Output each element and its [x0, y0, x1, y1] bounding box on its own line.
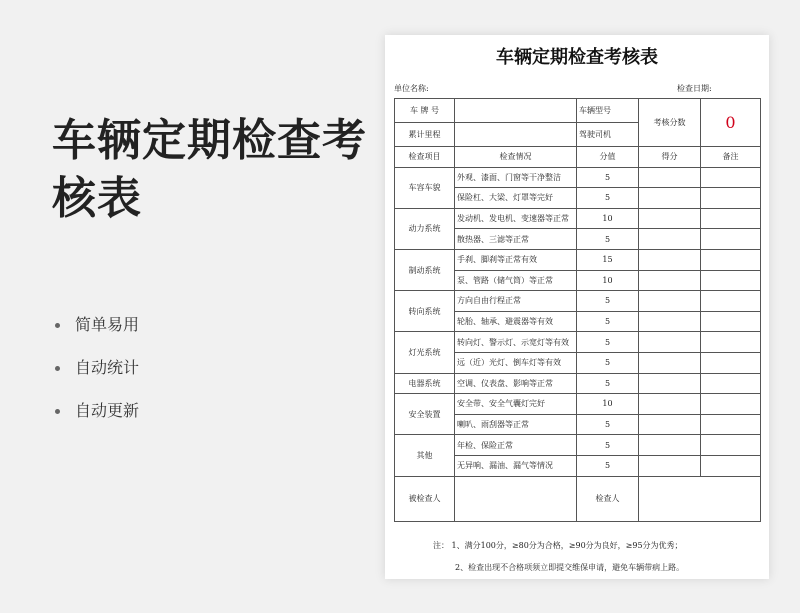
check-detail: 远（近）光灯、倒车灯等有效 — [455, 352, 577, 373]
plate-value-cell[interactable] — [455, 99, 577, 123]
feature-item — [55, 398, 139, 441]
remark-cell[interactable] — [701, 291, 761, 312]
feature-item — [55, 355, 139, 398]
group-name: 灯光系统 — [395, 332, 455, 373]
model-label: 车辆型号 — [577, 99, 639, 123]
score-cell[interactable] — [639, 394, 701, 415]
inspection-table — [394, 98, 761, 522]
header-item: 检查项目 — [395, 147, 455, 168]
check-detail: 发动机、发电机、变速器等正常 — [455, 208, 577, 229]
mileage-label: 累计里程 — [395, 123, 455, 147]
check-row — [395, 435, 761, 456]
check-detail: 空调、仪表盘、影响等正常 — [455, 373, 577, 394]
check-date-label: 检查日期: — [677, 84, 712, 93]
remark-cell[interactable] — [701, 229, 761, 250]
check-points: 5 — [577, 167, 639, 188]
info-row — [395, 99, 761, 123]
check-points: 10 — [577, 394, 639, 415]
score-cell[interactable] — [639, 229, 701, 250]
check-detail: 外观、漆面、门窗等干净整洁 — [455, 167, 577, 188]
feature-label: 自动更新 — [75, 401, 140, 420]
check-points: 5 — [577, 229, 639, 250]
check-detail: 方向自由行程正常 — [455, 291, 577, 312]
bullet-dot-icon — [55, 366, 60, 371]
score-value — [701, 99, 761, 147]
note-line-1: 注： 1、满分100分，≥80分为合格，≥90分为良好，≥95分为优秀； — [433, 541, 683, 550]
group-name: 制动系统 — [395, 249, 455, 290]
check-row — [395, 208, 761, 229]
check-points: 5 — [577, 414, 639, 435]
score-label: 考核分数 — [639, 99, 701, 147]
header-detail: 检查情况 — [455, 147, 577, 168]
check-detail: 泵、管路（储气筒）等正常 — [455, 270, 577, 291]
score-cell[interactable] — [639, 435, 701, 456]
group-name: 电器系统 — [395, 373, 455, 394]
remark-cell[interactable] — [701, 394, 761, 415]
check-points: 5 — [577, 291, 639, 312]
driver-label: 驾驶司机 — [577, 123, 639, 147]
check-row — [395, 167, 761, 188]
inspector-cell[interactable] — [639, 476, 761, 521]
promo-title: 车辆定期检查考核表 — [52, 115, 367, 224]
check-row — [395, 373, 761, 394]
score-value-text: 0 — [725, 113, 736, 132]
check-points: 5 — [577, 311, 639, 332]
check-row — [395, 291, 761, 312]
feature-label: 自动统计 — [75, 358, 140, 377]
score-cell[interactable] — [639, 373, 701, 394]
check-points: 15 — [577, 249, 639, 270]
remark-cell[interactable] — [701, 208, 761, 229]
check-points: 10 — [577, 208, 639, 229]
check-points: 5 — [577, 352, 639, 373]
score-cell[interactable] — [639, 208, 701, 229]
sheet-title: 车辆定期检查考核表 — [496, 47, 658, 68]
inspector-label: 检查人 — [577, 476, 639, 521]
remark-cell[interactable] — [701, 352, 761, 373]
check-detail: 手刹、脚刹等正常有效 — [455, 249, 577, 270]
feature-item — [55, 312, 139, 355]
check-detail: 无异响、漏油、漏气等情况 — [455, 455, 577, 476]
remark-cell[interactable] — [701, 270, 761, 291]
remark-cell[interactable] — [701, 249, 761, 270]
remark-cell[interactable] — [701, 188, 761, 209]
check-points: 10 — [577, 270, 639, 291]
remark-cell[interactable] — [701, 435, 761, 456]
group-name: 车容车貌 — [395, 167, 455, 208]
remark-cell[interactable] — [701, 332, 761, 353]
score-cell[interactable] — [639, 352, 701, 373]
group-name: 安全装置 — [395, 394, 455, 435]
form-sheet — [385, 35, 769, 579]
check-row — [395, 249, 761, 270]
group-name: 动力系统 — [395, 208, 455, 249]
group-name: 转向系统 — [395, 291, 455, 332]
check-detail: 喇叭、雨刮器等正常 — [455, 414, 577, 435]
check-points: 5 — [577, 455, 639, 476]
score-cell[interactable] — [639, 167, 701, 188]
unit-name-label: 单位名称: — [394, 84, 429, 93]
inspected-person-cell[interactable] — [455, 476, 577, 521]
bullet-dot-icon — [55, 323, 60, 328]
check-points: 5 — [577, 332, 639, 353]
remark-cell[interactable] — [701, 455, 761, 476]
check-points: 5 — [577, 435, 639, 456]
header-remark: 备注 — [701, 147, 761, 168]
header-row — [395, 147, 761, 168]
score-cell[interactable] — [639, 270, 701, 291]
score-cell[interactable] — [639, 311, 701, 332]
remark-cell[interactable] — [701, 311, 761, 332]
bullet-dot-icon — [55, 409, 60, 414]
check-row — [395, 394, 761, 415]
score-cell[interactable] — [639, 291, 701, 312]
inspected-person-label: 被检查人 — [395, 476, 455, 521]
score-cell[interactable] — [639, 332, 701, 353]
header-points: 分值 — [577, 147, 639, 168]
feature-list — [55, 312, 139, 441]
group-name: 其他 — [395, 435, 455, 476]
check-points: 5 — [577, 188, 639, 209]
check-row — [395, 332, 761, 353]
remark-cell[interactable] — [701, 414, 761, 435]
note-line-2: 2、检查出现不合格项须立即提交维保申请，避免车辆带病上路。 — [455, 563, 685, 572]
check-detail: 转向灯、警示灯、示宽灯等有效 — [455, 332, 577, 353]
remark-cell[interactable] — [701, 373, 761, 394]
notes — [433, 535, 684, 579]
check-detail: 年检、保险正常 — [455, 435, 577, 456]
check-detail: 安全带、安全气囊灯完好 — [455, 394, 577, 415]
feature-label: 简单易用 — [75, 315, 140, 334]
score-cell[interactable] — [639, 455, 701, 476]
sign-row — [395, 476, 761, 521]
plate-label: 车 牌 号 — [395, 99, 455, 123]
score-cell[interactable] — [639, 188, 701, 209]
check-detail: 散热器、三滤等正常 — [455, 229, 577, 250]
header-score: 得分 — [639, 147, 701, 168]
check-detail: 轮胎、轴承、避震器等有效 — [455, 311, 577, 332]
score-cell[interactable] — [639, 249, 701, 270]
check-detail: 保险杠、大梁、灯罩等完好 — [455, 188, 577, 209]
remark-cell[interactable] — [701, 167, 761, 188]
score-cell[interactable] — [639, 414, 701, 435]
mileage-value-cell[interactable] — [455, 123, 577, 147]
check-points: 5 — [577, 373, 639, 394]
